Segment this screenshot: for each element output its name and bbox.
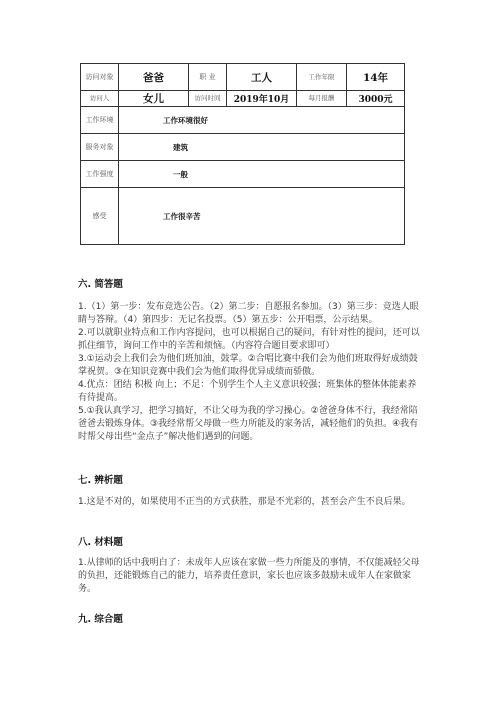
section-7-answers <box>78 496 423 509</box>
feeling-label: 感受 <box>81 188 119 245</box>
survey-table <box>80 63 405 245</box>
table-row <box>81 107 405 134</box>
table-row <box>81 134 405 161</box>
intensity-value: 一般 <box>119 161 405 188</box>
section-8-answers <box>78 557 423 596</box>
section-6-title: 六. 简答题 <box>78 279 123 290</box>
occupation-value: 工人 <box>227 64 297 91</box>
environment-value: 工作环境很好 <box>119 107 405 134</box>
work-years-label: 工作年限 <box>297 64 347 91</box>
table-row <box>81 91 405 107</box>
table-row <box>81 64 405 91</box>
answer-item: 1.（1）第一步：发布竞选公告。（2）第二步：自愿报名参加。（3）第三步：竞选人眼睛与答辩。（4）第四步：无记名投票。（5）第五步：公开唱票，公示结果。 <box>78 302 419 325</box>
answer-item: 1.这是不对的，如果使用不正当的方式获胜，那是不光彩的，甚至会产生不良后果。 <box>78 497 411 507</box>
environment-label: 工作环境 <box>81 107 119 134</box>
visitor-value: 女儿 <box>119 91 189 107</box>
occupation-label: 职 业 <box>189 64 227 91</box>
visit-target-value: 爸爸 <box>119 64 189 91</box>
visit-target-label: 访问对象 <box>81 64 119 91</box>
table-row <box>81 188 405 245</box>
service-target-value: 建筑 <box>119 134 405 161</box>
answer-item: 1.从律师的话中我明白了：未成年人应该在家做一些力所能及的事情，不仅能减轻父母的负担，还能锻炼自己的能力，培养责任意识，家长也应该多鼓励未成年人在家做家务。 <box>78 558 420 594</box>
monthly-pay-value: 3000元 <box>347 91 405 107</box>
visit-time-label: 访问时间 <box>189 91 227 107</box>
table-row <box>81 161 405 188</box>
answer-item: 5.①我认真学习，把学习搞好，不让父母为我的学习操心。②爸爸身体不行，我经常陪爸爸去锻炼身体。③我经常帮父母做一些力所能及的家务活，减轻他们的负担。④我有时帮父母出些“金点子”解决他们遇到的问题。 <box>78 406 419 442</box>
section-9-title: 九. 综合题 <box>78 614 123 625</box>
answer-item: 2.可以就职业特点和工作内容提问，也可以根据自己的疑问，有针对性的提问，还可以抓住细节，询问工作中的辛苦和烦恼。（内容符合题目要求即可） <box>78 328 420 351</box>
visit-time-value: 2019年10月 <box>227 91 297 107</box>
answer-item: 3.①运动会上我们会为他们班加油，鼓掌。②合唱比赛中我们会为他们班取得好成绩鼓掌祝贺。③在知识竞赛中我们会为他们取得优异成绩而骄傲。 <box>78 354 418 377</box>
section-8-title: 八. 材料题 <box>78 537 123 548</box>
section-6-answers <box>78 301 423 444</box>
answer-item: 4.优点：团结 积极 向上；不足：个别学生个人主义意识较强；班集体的整体体能素养有待提高。 <box>78 380 417 403</box>
visitor-label: 访问人 <box>81 91 119 107</box>
work-years-value: 14年 <box>347 64 405 91</box>
feeling-value: 工作很辛苦 <box>119 188 405 245</box>
intensity-label: 工作强度 <box>81 161 119 188</box>
section-7-title: 七. 辨析题 <box>78 475 123 486</box>
monthly-pay-label: 每月报酬 <box>297 91 347 107</box>
service-target-label: 服务对象 <box>81 134 119 161</box>
